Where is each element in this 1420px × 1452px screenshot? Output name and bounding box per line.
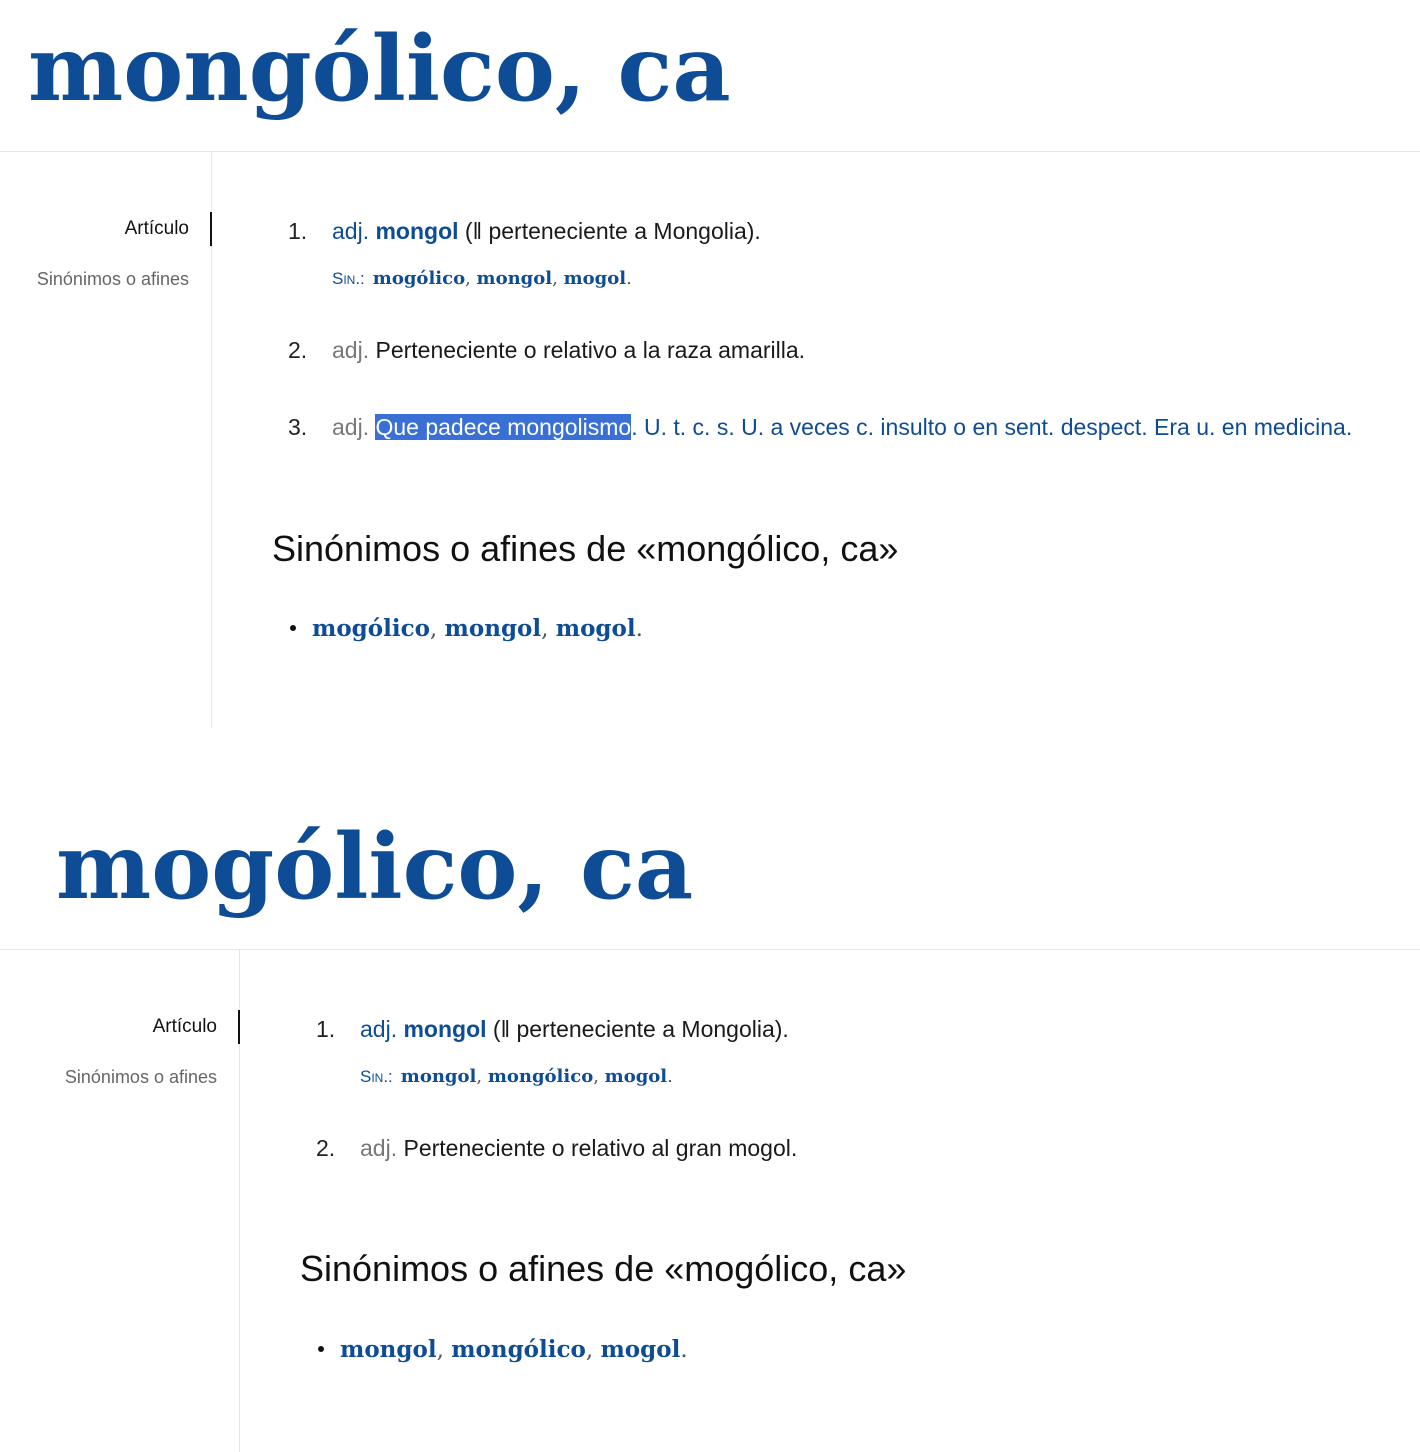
synonym-link[interactable]: mogol [563, 268, 627, 289]
entry-headword: mongólico, ca [28, 16, 731, 122]
synonym-link[interactable]: mongol [340, 1336, 437, 1363]
definition-text: (‖ perteneciente a Mongolia). [486, 1016, 789, 1042]
sense-number: 2. [288, 337, 308, 363]
definition-text: . U. t. c. s. U. a veces c. insulto o en sent. despect. Era u. en medicina. [631, 414, 1353, 440]
sense-number: 1. [316, 1016, 336, 1042]
nav-link-sinonimos[interactable]: Sinónimos o afines [36, 269, 189, 289]
side-navigation [0, 152, 212, 728]
sense-number: 1. [288, 218, 308, 244]
sense-definition [332, 412, 1352, 442]
synonym-link[interactable]: mogol [600, 1336, 681, 1363]
abbr-adjective-link[interactable]: adj. [332, 218, 370, 244]
synonym-link[interactable]: mongol [400, 1066, 477, 1087]
abbr-adjective: adj. [360, 1135, 398, 1161]
abbr-adjective-link[interactable]: adj. [360, 1016, 398, 1042]
synonyms-list [318, 1336, 688, 1363]
dictionary-entry-mogolico [0, 798, 1420, 1452]
synonyms-heading: Sinónimos o afines de «mogólico, ca» [300, 1248, 907, 1289]
synonym-link[interactable]: mogólico [312, 615, 430, 642]
synonym-link[interactable]: mongol [476, 268, 553, 289]
nav-active-indicator [238, 1010, 240, 1044]
definition-text: Perteneciente o relativo al gran mogol. [397, 1135, 798, 1161]
definition-text: (‖ perteneciente a Mongolia). [458, 218, 761, 244]
synonyms-label: Sin.: [360, 1067, 393, 1086]
synonym-link[interactable]: mogólico [372, 268, 466, 289]
sense-definition [360, 1014, 789, 1044]
synonym-link[interactable]: mogol [555, 615, 636, 642]
synonyms-heading: Sinónimos o afines de «mongólico, ca» [272, 528, 899, 569]
synonyms-list-item: mogólico, mongol, mogol. [290, 615, 643, 642]
synonyms-line: Sin.: mogólico, mongol, mogol. [332, 268, 632, 289]
synonyms-label: Sin.: [332, 269, 365, 288]
abbr-adjective: adj. [332, 337, 370, 363]
selected-text-highlight[interactable]: Que padece mongolismo [375, 414, 632, 440]
nav-active-indicator [210, 212, 212, 246]
header-divider [0, 151, 1420, 152]
definition-text: Perteneciente o relativo a la raza amarilla. [369, 337, 806, 363]
synonym-link[interactable]: mongólico [487, 1066, 594, 1087]
entry-headword: mogólico, ca [56, 814, 694, 920]
sense-definition [360, 1133, 797, 1163]
sense-number: 2. [316, 1135, 336, 1161]
abbr-adjective: adj. [332, 414, 370, 440]
sense-number: 3. [288, 414, 308, 440]
synonym-link[interactable]: mogol [604, 1066, 668, 1087]
synonyms-list-item: mongol, mongólico, mogol. [318, 1336, 688, 1363]
nav-link-articulo[interactable]: Artículo [152, 1016, 217, 1037]
sense-definition [332, 335, 805, 365]
synonym-link[interactable]: mongólico [451, 1336, 586, 1363]
sense-definition [332, 216, 761, 246]
synonyms-list [290, 615, 643, 642]
synonyms-line: Sin.: mongol, mongólico, mogol. [360, 1066, 673, 1087]
synonym-link[interactable]: mongol [444, 615, 542, 642]
side-navigation [0, 950, 240, 1452]
nav-link-sinonimos[interactable]: Sinónimos o afines [64, 1067, 217, 1087]
nav-link-articulo[interactable]: Artículo [124, 218, 189, 239]
bullet-icon [290, 625, 296, 631]
crossref-link-mongol[interactable]: mongol [403, 1016, 487, 1042]
crossref-link-mongol[interactable]: mongol [375, 218, 459, 244]
bullet-icon [318, 1346, 324, 1352]
